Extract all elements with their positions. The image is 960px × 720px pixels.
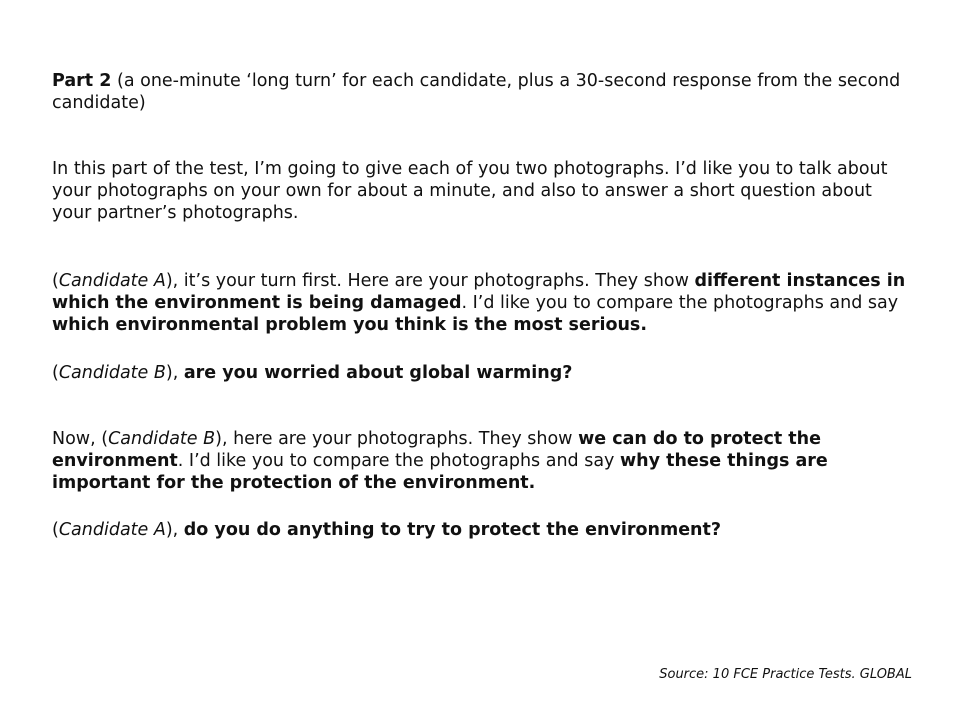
candidate-a-middle-text: . I’d like you to compare the photographs and say	[461, 293, 899, 313]
candidate-a-instructions	[52, 270, 912, 336]
part2-heading	[52, 70, 912, 114]
candidate-b-q-open-paren: (	[52, 363, 59, 383]
candidate-b-instructions	[52, 428, 912, 494]
candidate-b-q-close: ),	[165, 363, 184, 383]
candidate-b-prompt: why these things are important for the protection of the environment.	[52, 451, 828, 493]
candidate-b-name: Candidate B	[108, 429, 216, 449]
part2-label: Part 2	[52, 71, 112, 91]
candidate-b-middle-text: . I’d like you to compare the photographs and say	[177, 451, 620, 471]
candidate-b-intro-text: ), here are your photographs. They show	[215, 429, 579, 449]
candidate-a-q-open-paren: (	[52, 520, 59, 540]
candidate-b-followup-question	[52, 362, 912, 384]
candidate-b-lead-text: Now, (	[52, 429, 109, 449]
candidate-a-q-text: do you do anything to try to protect the environment?	[183, 520, 722, 540]
candidate-a-intro-text: ), it’s your turn first. Here are your photographs. They show	[165, 271, 695, 291]
candidate-b-q-text: are you worried about global warming?	[183, 363, 573, 383]
candidate-a-open-paren: (	[52, 271, 59, 291]
candidate-a-followup-question	[52, 519, 912, 541]
candidate-b-topic: we can do to protect the environment	[52, 429, 821, 471]
candidate-a-q-close: ),	[165, 520, 184, 540]
intro-paragraph: In this part of the test, I’m going to give each of you two photographs. I’d like you to talk about your photographs on your own for about a minute, and also to answer a short question about your partner’s photographs.	[52, 159, 888, 223]
part2-description: (a one-minute ‘long turn’ for each candidate, plus a 30-second response from the second candidate)	[52, 71, 901, 113]
source-citation: Source: 10 FCE Practice Tests. GLOBAL	[659, 667, 912, 682]
candidate-b-q-name: Candidate B	[58, 363, 166, 383]
candidate-a-q-name: Candidate A	[58, 520, 166, 540]
candidate-a-topic: different instances in which the environment is being damaged	[52, 271, 906, 313]
candidate-a-name: Candidate A	[58, 271, 166, 291]
candidate-a-prompt: which environmental problem you think is the most serious.	[52, 315, 647, 335]
